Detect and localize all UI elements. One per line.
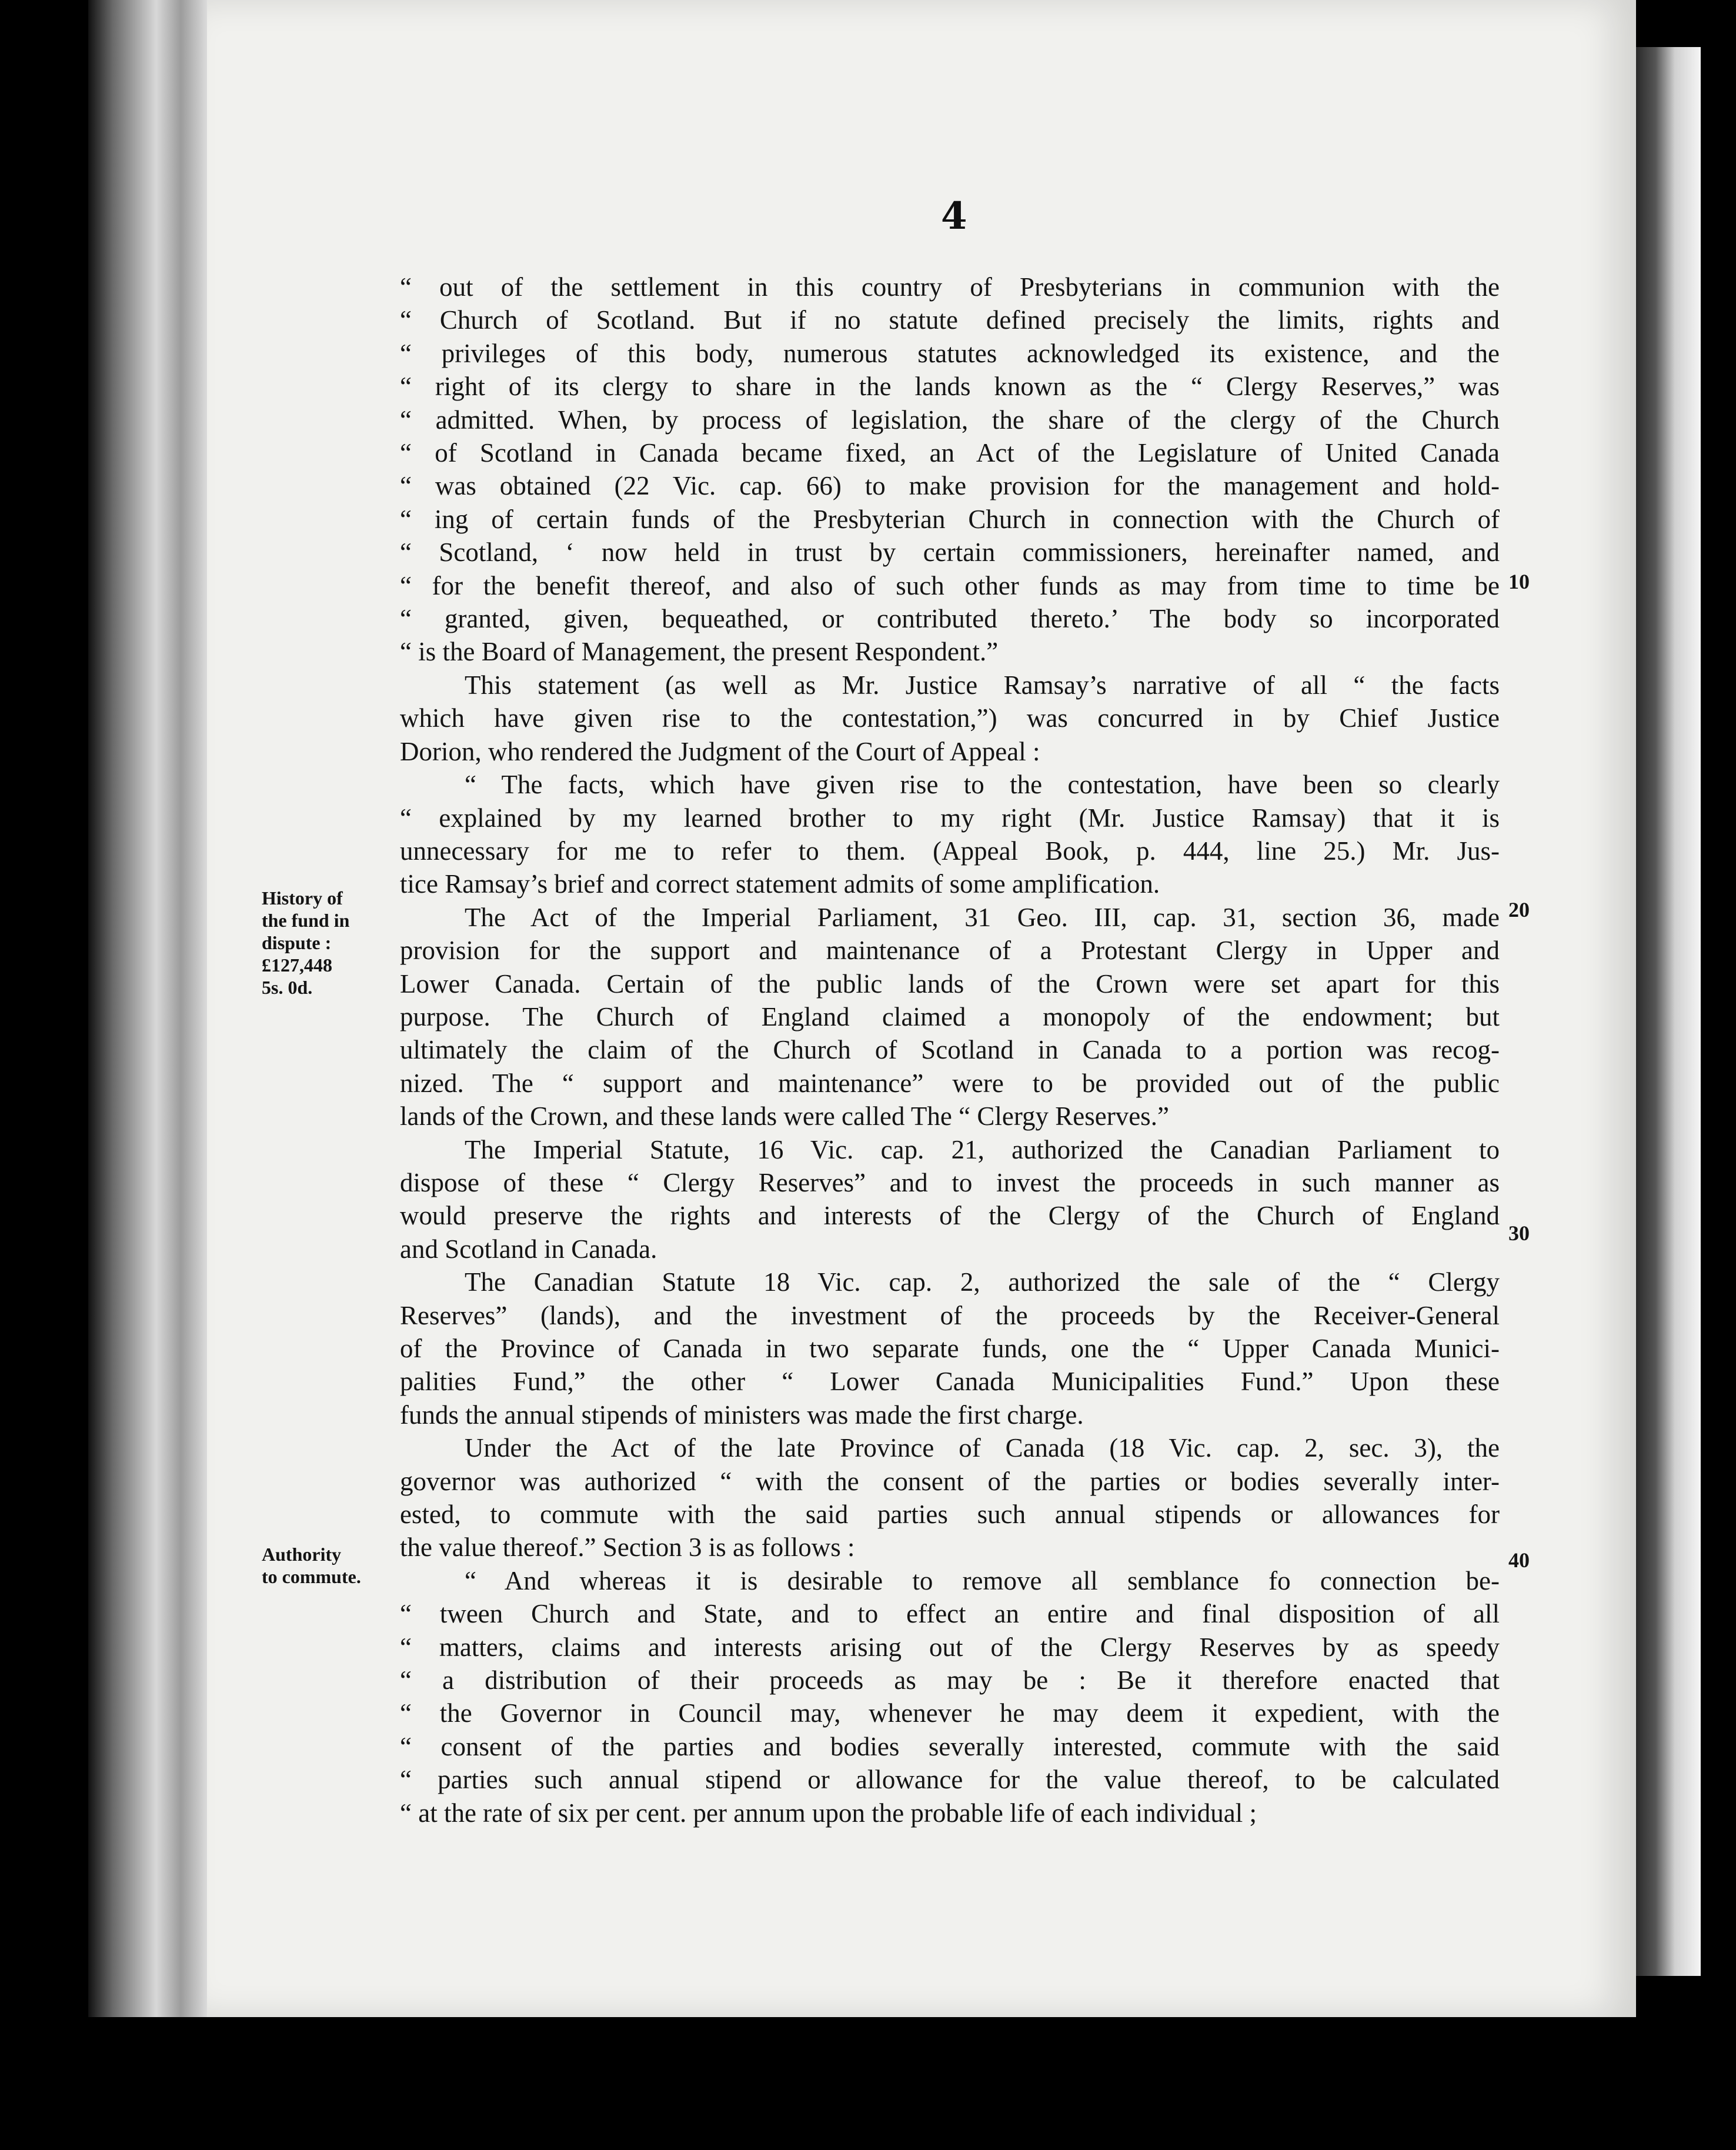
text-line: lands of the Crown, and these lands were called The “ Clergy Reserves.” bbox=[400, 1101, 1169, 1131]
paragraph bbox=[400, 901, 1500, 1133]
text-line: “ admitted. When, by process of legislation, the share of the clergy of the Church bbox=[400, 405, 1500, 435]
text-line: Dorion, who rendered the Judgment of the Court of Appeal : bbox=[400, 736, 1040, 766]
text-line: “ out of the settlement in this country of Presbyterians in communion with the bbox=[400, 272, 1500, 302]
text-line: “ right of its clergy to share in the lands known as the “ Clergy Reserves,” was bbox=[400, 372, 1500, 402]
text-line: of the Province of Canada in two separate funds, one the “ Upper Canada Munici- bbox=[400, 1334, 1500, 1363]
text-line: “ a distribution of their proceeds as may be : Be it therefore enacted that bbox=[400, 1665, 1500, 1695]
text-line: governor was authorized “ with the consent of the parties or bodies severally inter- bbox=[400, 1466, 1500, 1496]
margin-note-line: the fund in bbox=[262, 910, 350, 931]
text-line: which have given rise to the contestation,”) was concurred in by Chief Justice bbox=[400, 703, 1500, 733]
margin-note-line: 5s. 0d. bbox=[262, 977, 313, 998]
text-line: the value thereof.” Section 3 is as follows : bbox=[400, 1533, 855, 1563]
margin-note-line: Authority bbox=[262, 1544, 342, 1565]
margin-note-line: £127,448 bbox=[262, 954, 332, 976]
text-line: palities Fund,” the other “ Lower Canada Municipalities Fund.” Upon these bbox=[400, 1367, 1500, 1397]
text-line: “ was obtained (22 Vic. cap. 66) to make provision for the management and hold- bbox=[400, 471, 1500, 501]
text-line: “ of Scotland in Canada became fixed, an Act of the Legislature of United Canada bbox=[400, 438, 1500, 468]
page-edge bbox=[1636, 47, 1701, 1976]
text-line: “ granted, given, bequeathed, or contributed thereto.’ The body so incorporated bbox=[400, 604, 1500, 634]
text-line: dispose of these “ Clergy Reserves” and to invest the proceeds in such manner as bbox=[400, 1167, 1500, 1197]
text-line: nized. The “ support and maintenance” were to be provided out of the public bbox=[400, 1068, 1500, 1098]
paragraph bbox=[400, 1266, 1500, 1431]
text-line: provision for the support and maintenance of a Protestant Clergy in Upper and bbox=[400, 936, 1500, 966]
line-number-40: 40 bbox=[1508, 1548, 1530, 1572]
line-number-30: 30 bbox=[1508, 1221, 1530, 1245]
text-line: The Canadian Statute 18 Vic. cap. 2, authorized the sale of the “ Clergy bbox=[465, 1267, 1500, 1297]
line-number-20: 20 bbox=[1508, 898, 1530, 922]
margin-note-authority bbox=[262, 1543, 388, 1588]
paragraph bbox=[400, 768, 1500, 901]
text-line: funds the annual stipends of ministers was made the first charge. bbox=[400, 1400, 1084, 1430]
text-line: This statement (as well as Mr. Justice Ramsay’s narrative of all “ the facts bbox=[465, 670, 1500, 700]
text-line: “ tween Church and State, and to effect an entire and final disposition of all bbox=[400, 1599, 1500, 1629]
text-line: “ ing of certain funds of the Presbyterian Church in connection with the Church of bbox=[400, 504, 1500, 534]
text-line: “ And whereas it is desirable to remove all semblance fo connection be- bbox=[465, 1565, 1500, 1595]
text-line: “ the Governor in Council may, whenever he may deem it expedient, with the bbox=[400, 1698, 1500, 1728]
text-line: “ Scotland, ‘ now held in trust by certain commissioners, hereinafter named, and bbox=[400, 538, 1500, 567]
paragraph bbox=[400, 1431, 1500, 1564]
text-line: “ The facts, which have given rise to the contestation, have been so clearly bbox=[465, 770, 1500, 800]
line-number-10: 10 bbox=[1508, 570, 1530, 593]
text-line: “ privileges of this body, numerous statutes acknowledged its existence, and the bbox=[400, 338, 1500, 368]
text-line: would preserve the rights and interests of the Clergy of the Church of England bbox=[400, 1201, 1500, 1231]
text-line: “ consent of the parties and bodies severally interested, commute with the said bbox=[400, 1731, 1500, 1761]
text-line: “ is the Board of Management, the present Respondent.” bbox=[400, 637, 999, 667]
text-line: Lower Canada. Certain of the public lands of the Crown were set apart for this bbox=[400, 969, 1500, 999]
text-line: The Act of the Imperial Parliament, 31 Geo. III, cap. 31, section 36, made bbox=[465, 902, 1500, 932]
margin-note-history bbox=[262, 887, 388, 999]
text-line: “ for the benefit thereof, and also of such other funds as may from time to time be bbox=[400, 570, 1500, 600]
text-line: The Imperial Statute, 16 Vic. cap. 21, authorized the Canadian Parliament to bbox=[465, 1134, 1500, 1164]
text-line: unnecessary for me to refer to them. (Appeal Book, p. 444, line 25.) Mr. Jus- bbox=[400, 836, 1500, 866]
text-line: Under the Act of the late Province of Canada (18 Vic. cap. 2, sec. 3), the bbox=[465, 1433, 1500, 1463]
margin-note-line: dispute : bbox=[262, 932, 332, 953]
text-line: and Scotland in Canada. bbox=[400, 1234, 657, 1264]
text-line: “ explained by my learned brother to my right (Mr. Justice Ramsay) that it is bbox=[400, 803, 1500, 833]
paragraph bbox=[400, 1564, 1500, 1829]
text-line: “ at the rate of six per cent. per annum upon the probable life of each individual ; bbox=[400, 1798, 1257, 1828]
paragraph bbox=[400, 1133, 1500, 1266]
text-line: “ matters, claims and interests arising out of the Clergy Reserves by as speedy bbox=[400, 1632, 1500, 1662]
text-line: “ Church of Scotland. But if no statute defined precisely the limits, rights and bbox=[400, 305, 1500, 335]
paragraph bbox=[400, 271, 1500, 669]
margin-note-line: History of bbox=[262, 887, 343, 909]
text-line: Reserves” (lands), and the investment of the proceeds by the Receiver-General bbox=[400, 1300, 1500, 1330]
text-line: purpose. The Church of England claimed a monopoly of the endowment; but bbox=[400, 1001, 1500, 1031]
book-gutter bbox=[88, 0, 212, 2017]
margin-note-line: to commute. bbox=[262, 1566, 361, 1587]
text-line: “ parties such annual stipend or allowance for the value thereof, to be calculated bbox=[400, 1765, 1500, 1795]
body-text bbox=[400, 271, 1500, 1829]
text-line: tice Ramsay’s brief and correct statement admits of some amplification. bbox=[400, 869, 1160, 899]
text-line: ested, to commute with the said parties such annual stipends or allowances for bbox=[400, 1500, 1500, 1530]
paragraph bbox=[400, 669, 1500, 768]
page-number: 4 bbox=[941, 194, 967, 238]
text-line: ultimately the claim of the Church of Scotland in Canada to a portion was recog- bbox=[400, 1035, 1500, 1065]
